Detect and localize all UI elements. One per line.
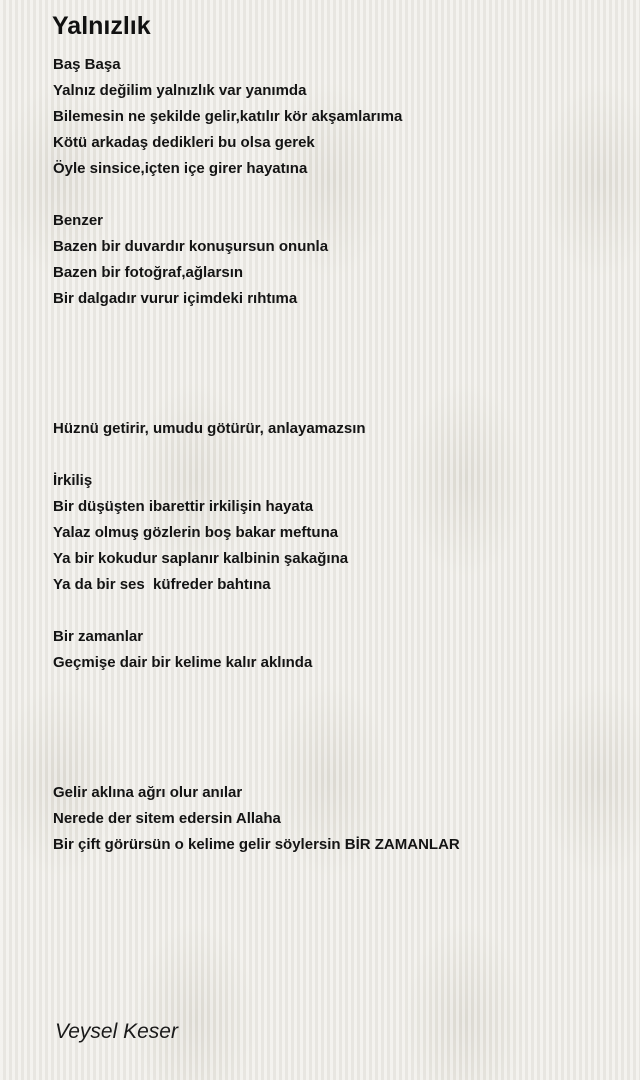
poem-author: Veysel Keser [55, 1020, 178, 1043]
poem-line: Bazen bir fotoğraf,ağlarsın [53, 264, 244, 281]
poem-line [53, 390, 623, 416]
poem-line: Bir çift görürsün o kelime gelir söylersin BİR ZAMANLAR [53, 836, 460, 853]
poem-line: İrkiliş [53, 472, 93, 489]
poem-body [53, 52, 623, 858]
poem-line [53, 442, 623, 468]
poem-line [53, 338, 623, 364]
poem-line: Bir düşüşten ibarettir irkilişin hayata [53, 498, 314, 515]
poem-line: Benzer [53, 212, 104, 229]
poem-line [53, 312, 623, 338]
poem-line: Kötü arkadaş dedikleri bu olsa gerek [53, 134, 315, 151]
poem-line [53, 676, 623, 702]
poem-line: Bir zamanlar [53, 628, 144, 645]
poem-line: Bir dalgadır vurur içimdeki rıhtıma [53, 290, 298, 307]
poem-line: Ya da bir ses küfreder bahtına [53, 576, 271, 593]
poem-line [53, 754, 623, 780]
poem-line: Yalaz olmuş gözlerin boş bakar meftuna [53, 524, 339, 541]
poem-line [53, 182, 623, 208]
poem-line: Gelir aklına ağrı olur anılar [53, 784, 243, 801]
poem-line: Baş Başa [53, 56, 121, 73]
poem-line: Yalnız değilim yalnızlık var yanımda [53, 82, 307, 99]
poem-line [53, 728, 623, 754]
poem-line [53, 364, 623, 390]
poem-line [53, 702, 623, 728]
poem-line: Bilemesin ne şekilde gelir,katılır kör akşamlarıma [53, 108, 403, 125]
poem-title: Yalnızlık [52, 12, 151, 40]
poem-line: Nerede der sitem edersin Allaha [53, 810, 281, 827]
poem-line: Geçmişe dair bir kelime kalır aklında [53, 654, 313, 671]
poem-line: Hüznü getirir, umudu götürür, anlayamazsın [53, 420, 366, 437]
poem-line [53, 598, 623, 624]
poem-line: Öyle sinsice,içten içe girer hayatına [53, 160, 308, 177]
poem-line: Ya bir kokudur saplanır kalbinin şakağına [53, 550, 349, 567]
poem-line: Bazen bir duvardır konuşursun onunla [53, 238, 329, 255]
